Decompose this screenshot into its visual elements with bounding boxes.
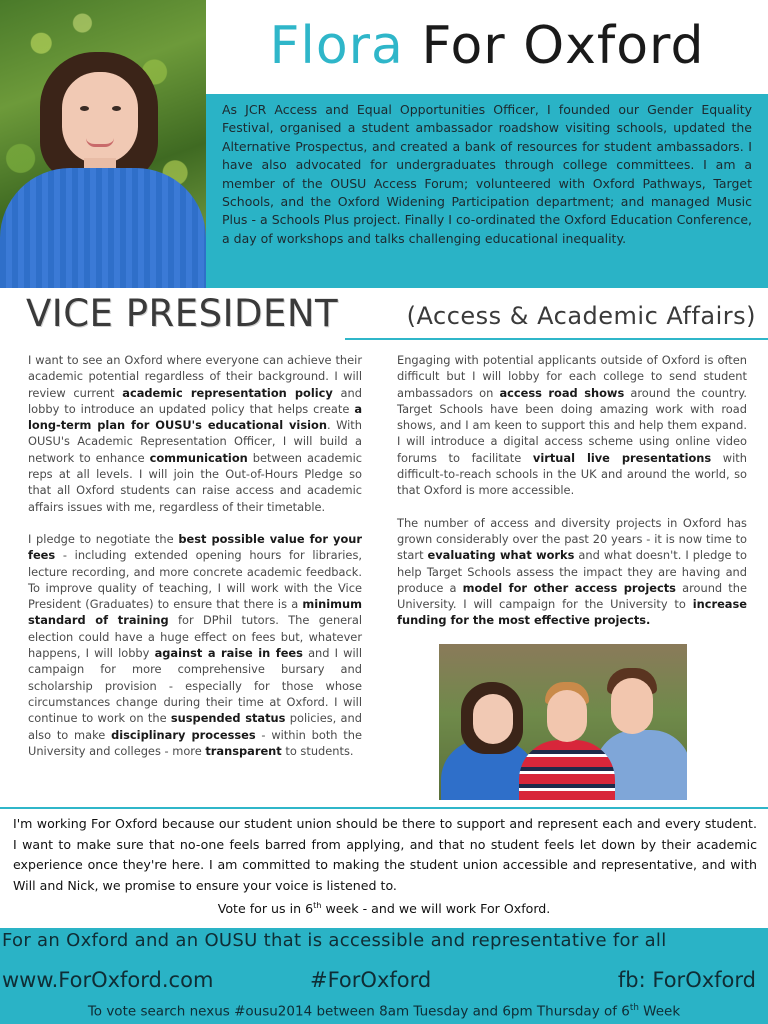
footer-banner <box>0 928 768 1024</box>
highlight-text: virtual live presentations <box>532 450 712 465</box>
body-text: I pledge to negotiate the <box>28 531 179 546</box>
body-text: and what doesn't. I pledge to help Target Schools assess the impact they are having and produce a <box>397 548 747 595</box>
highlight-text: suspended status <box>170 711 286 726</box>
body-text: around the University. I will campaign for the University to <box>397 580 747 612</box>
closing-statement: I'm working For Oxford because our student union should be there to support and represent each and every student. I want to make sure that no-one feels barred from applying, and that no student feels let down by their academic experience once they're here. I am committed to making the student union accessible and representative, and with Will and Nick, we promise to ensure your voice is listened to. <box>13 816 757 893</box>
body-text: and lobby to introduce an updated policy that helps create <box>28 385 362 416</box>
left-column <box>28 352 362 775</box>
body-text: . With OUSU's Academic Representation Officer, I will build a network to enhance <box>28 418 362 465</box>
body-text: for DPhil tutors. The general election could have a huge effect on fees but, whatever happens, I will lobby <box>28 613 362 661</box>
body-text: policies, and also to make <box>28 711 362 742</box>
highlight-text: disciplinary processes <box>111 727 256 742</box>
instructions-before: To vote search nexus #ousu2014 between 8am Tuesday and 6pm Thursday of 6 <box>87 1003 630 1020</box>
footer-website-link[interactable]: www.ForOxford.com <box>2 968 214 992</box>
vote-line-before: Vote for us in 6 <box>217 901 314 917</box>
highlight-text: academic representation policy <box>122 385 333 400</box>
candidate-photo <box>0 0 206 288</box>
highlight-text: minimum standard of training <box>28 597 362 628</box>
highlight-text: transparent <box>205 743 282 758</box>
highlight-text: best possible value for your fees <box>28 531 362 563</box>
body-text: and I will campaign for more comprehensive bursary and scholarship provision - especially for those whose circumstances change during their time at Oxford. I will continue to work on the <box>28 646 362 726</box>
instructions-sup: th <box>629 1003 639 1013</box>
highlight-text: model for other access projects <box>462 580 676 595</box>
intro-text: As JCR Access and Equal Opportunities Officer, I founded our Gender Equality Festival, organised a student ambassador roadshow visiting schools, updated the Alternative Prospectus, and created a bank of resources for student ambassadors. I have also advocated for undergraduates through college committees. I am a member of the OUSU Access Forum; volunteered with Oxford Pathways, Target Schools, and the Oxford Widening Participation department; and managed Music Plus - a Schools Plus project. Finally I co-ordinated the Oxford Education Conference, a day of workshops and talks challenging educational inequality. <box>222 102 752 246</box>
body-text: around the country. Target Schools have been doing amazing work with road shows, and I am keen to support this and help them expand. I will introduce a digital access scheme using online video forums to facilitate <box>397 385 747 465</box>
body-text: The number of access and diversity projects in Oxford has grown considerably over the past 20 years - it is now time to start <box>397 515 747 563</box>
left-paragraph-2 <box>28 531 362 759</box>
role-heading <box>26 292 756 338</box>
highlight-text: evaluating what works <box>427 548 575 563</box>
body-text: with difficult-to-reach schools in the UK and around the world, so that Oxford is more accessible. <box>397 450 747 498</box>
highlight-text: against a raise in fees <box>154 646 303 661</box>
body-text: - including extended opening hours for libraries, lecture recording, and more concrete academic feedback. To improve quality of teaching, I will work with the Vice President (Graduates) to ensure that there is a <box>28 548 362 612</box>
candidate-face <box>62 72 138 164</box>
candidate-eye-right <box>112 106 121 111</box>
closing-divider <box>0 807 768 809</box>
instructions-after: Week <box>638 1003 681 1020</box>
footer-tagline: For an Oxford and an OUSU that is accessible and representative for all <box>2 930 667 951</box>
footer-hashtag: #ForOxford <box>310 968 432 992</box>
role-title: VICE PRESIDENT <box>26 292 339 335</box>
right-column <box>397 352 747 645</box>
vote-line-after: week - and we will work For Oxford. <box>321 901 551 917</box>
person-2-body <box>519 740 615 800</box>
left-paragraph-1 <box>28 352 362 515</box>
heading-divider <box>345 338 768 340</box>
body-text: to students. <box>281 743 354 758</box>
highlight-text: increase funding for the most effective projects. <box>397 597 747 628</box>
role-subtitle: (Access & Academic Affairs) <box>406 302 756 330</box>
title-slogan: For Oxford <box>421 16 705 76</box>
vote-line-sup: th <box>313 900 322 910</box>
person-2-face <box>547 690 587 742</box>
body-text: Engaging with potential applicants outside of Oxford is often difficult but I will lobby for each college to send student ambassadors on <box>397 353 747 400</box>
vote-line <box>0 900 768 916</box>
person-1-face <box>473 694 513 744</box>
candidate-eye-left <box>80 106 89 111</box>
person-3-face <box>611 678 653 734</box>
group-photo <box>439 644 687 800</box>
page-title <box>206 12 768 80</box>
footer-instructions <box>0 1003 768 1020</box>
candidate-sweater <box>0 168 206 288</box>
body-text: I want to see an Oxford where everyone can achieve their academic potential regardless of their background. I will review current <box>28 353 362 400</box>
highlight-text: access road shows <box>499 385 625 400</box>
title-name: Flora <box>269 16 404 76</box>
highlight-text: a long-term plan for OUSU's educational vision <box>28 401 362 433</box>
intro-box <box>206 94 768 288</box>
body-text: - within both the University and colleges - more <box>28 727 362 758</box>
highlight-text: communication <box>149 450 248 465</box>
right-paragraph-2 <box>397 515 747 629</box>
footer-facebook: fb: ForOxford <box>617 968 756 992</box>
body-text: between academic reps at all levels. I will join the Out-of-Hours Pledge so that all Oxford students can raise access and academic affairs issues with me, regardless of their timetable. <box>28 450 362 514</box>
right-paragraph-1 <box>397 352 747 499</box>
